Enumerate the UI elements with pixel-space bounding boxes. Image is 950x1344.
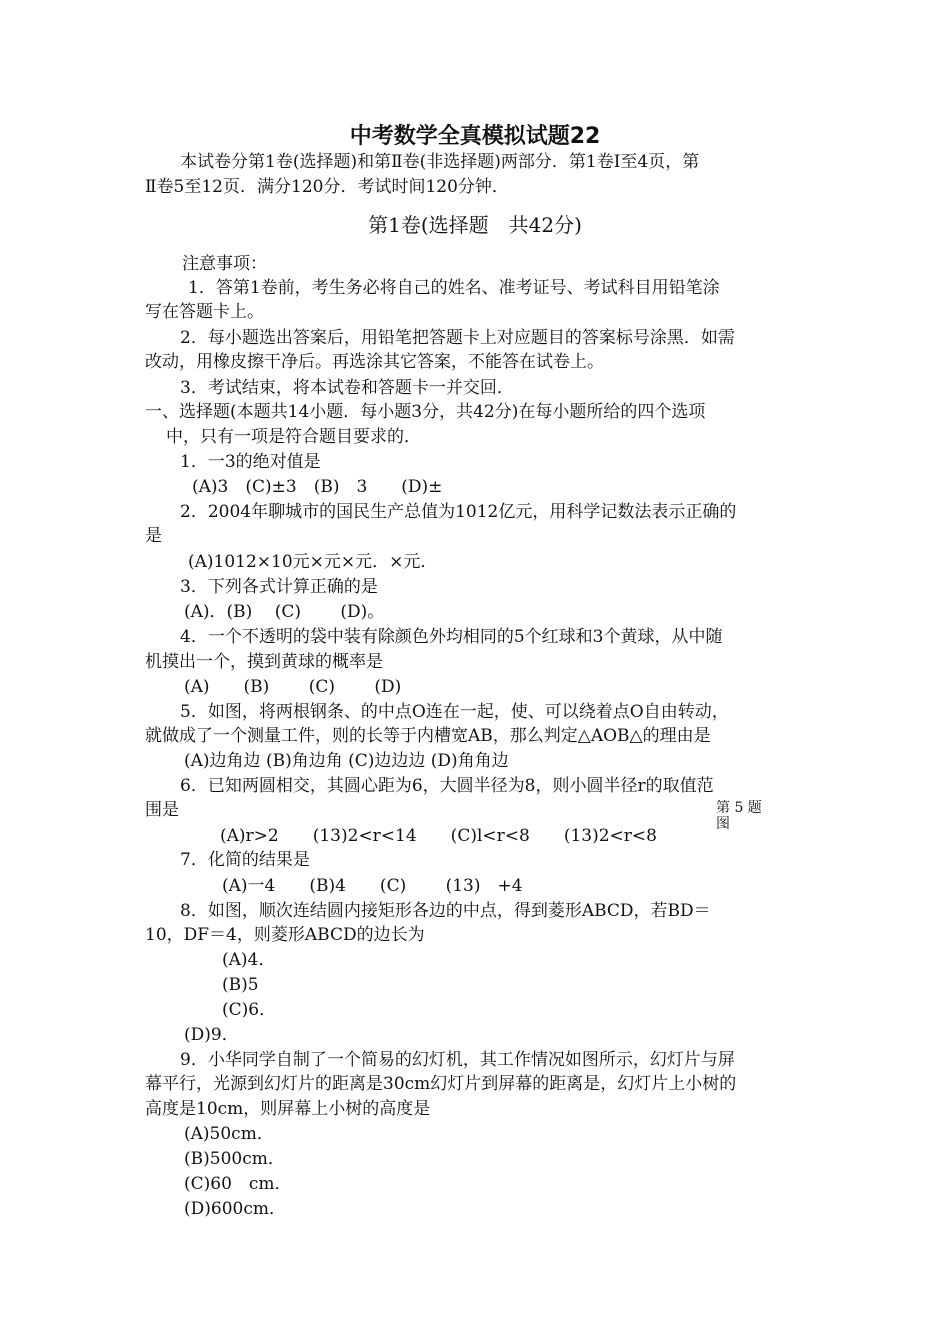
q2-stem-line-1: 2．2004年聊城市的国民生产总值为1012亿元，用科学记数法表示正确的	[180, 502, 737, 522]
q3-options: (A)．(B) (C) (D)。	[184, 602, 385, 622]
figure-5-caption-line-1: 第 5 题	[716, 800, 762, 816]
q8-stem-line-1: 8．如图，顺次连结圆内接矩形各边的中点，得到菱形ABCD，若BD＝	[180, 901, 711, 921]
q9-option-c: (C)60 cm．	[184, 1174, 292, 1194]
q6-stem-line-2: 围是	[145, 800, 179, 820]
q5-stem-line-1: 5．如图，将两根钢条、的中点O连在一起，使、可以绕着点O自由转动，	[180, 702, 729, 722]
notice-2-line-1: 2．每小题选出答案后，用铅笔把答题卡上对应题目的答案标号涂黑．如需	[180, 328, 735, 348]
notice-3: 3．考试结束，将本试卷和答题卡一并交回．	[180, 378, 514, 398]
section-heading-line-1: 一、选择题(本题共14小题．每小题3分，共42分)在每小题所给的四个选项	[145, 402, 706, 422]
q8-option-c: (C)6．	[222, 1000, 277, 1020]
q9-option-b: (B)500cm．	[184, 1149, 285, 1169]
page-title: 中考数学全真模拟试题22	[349, 124, 601, 149]
q9-stem-line-1: 9．小华同学自制了一个简易的幻灯机，其工作情况如图所示，幻灯片与屏	[180, 1050, 735, 1070]
volume-title: 第1卷(选择题 共42分)	[368, 213, 582, 237]
notice-2-line-2: 改动，用橡皮擦干净后。再选涂其它答案，不能答在试卷上。	[145, 352, 604, 372]
q1-stem: 1．一3的绝对值是	[180, 452, 321, 472]
q2-stem-line-2: 是	[145, 526, 162, 546]
q5-options: (A)边角边 (B)角边角 (C)边边边 (D)角角边	[184, 751, 509, 771]
q1-options: (A)3 (C)±3 (B) 3 (D)±	[192, 477, 443, 497]
q9-option-d: (D)600cm．	[184, 1199, 286, 1219]
notice-1-line-2: 写在答题卡上。	[145, 302, 264, 322]
q6-options: (A)r>2 (13)2<r<14 (C)l<r<8 (13)2<r<8	[220, 826, 657, 846]
q5-stem-line-2: 就做成了一个测量工件，则的长等于内槽宽AB，那么判定△AOB△的理由是	[145, 726, 711, 746]
intro-line-1: 本试卷分第1卷(选择题)和第Ⅱ卷(非选择题)两部分．第1卷Ⅰ至4页，第	[180, 152, 700, 172]
q9-stem-line-3: 高度是10cm，则屏幕上小树的高度是	[145, 1099, 431, 1119]
q6-stem-line-1: 6．已知两圆相交，其圆心距为6，大圆半径为8，则小圆半径r的取值范	[180, 776, 714, 796]
q8-option-d: (D)9．	[184, 1025, 239, 1045]
q2-options: (A)1012×10元×元×元．×元．	[188, 552, 438, 572]
section-heading-line-2: 中，只有一项是符合题目要求的．	[166, 427, 421, 447]
figure-5-caption	[716, 800, 786, 832]
q4-stem-line-2: 机摸出一个，摸到黄球的概率是	[145, 652, 383, 672]
q7-stem: 7．化简的结果是	[180, 850, 310, 870]
q3-stem: 3．下列各式计算正确的是	[180, 577, 378, 597]
q8-option-a: (A)4．	[222, 950, 276, 970]
q4-options: (A) (B) (C) (D)	[184, 677, 402, 697]
q8-stem-line-2: 10，DF＝4，则菱形ABCD的边长为	[145, 925, 425, 945]
intro-line-2: Ⅱ卷5至12页．满分120分．考试时间120分钟．	[145, 177, 509, 197]
q7-options: (A)一4 (B)4 (C) (13) +4	[222, 876, 523, 896]
q8-option-b: (B)5	[222, 975, 259, 995]
figure-5-caption-line-2: 图	[716, 816, 730, 832]
q9-stem-line-2: 幕平行，光源到幻灯片的距离是30cm幻灯片到屏幕的距离是，幻灯片上小树的	[145, 1074, 737, 1094]
q4-stem-line-1: 4．一个不透明的袋中装有除颜色外均相同的5个红球和3个黄球，从中随	[180, 627, 723, 647]
notice-1-line-1: 1．答第1卷前，考生务必将自己的姓名、准考证号、考试科目用铅笔涂	[188, 278, 720, 298]
notice-heading: 注意事项：	[182, 254, 267, 274]
q9-option-a: (A)50cm．	[184, 1124, 274, 1144]
